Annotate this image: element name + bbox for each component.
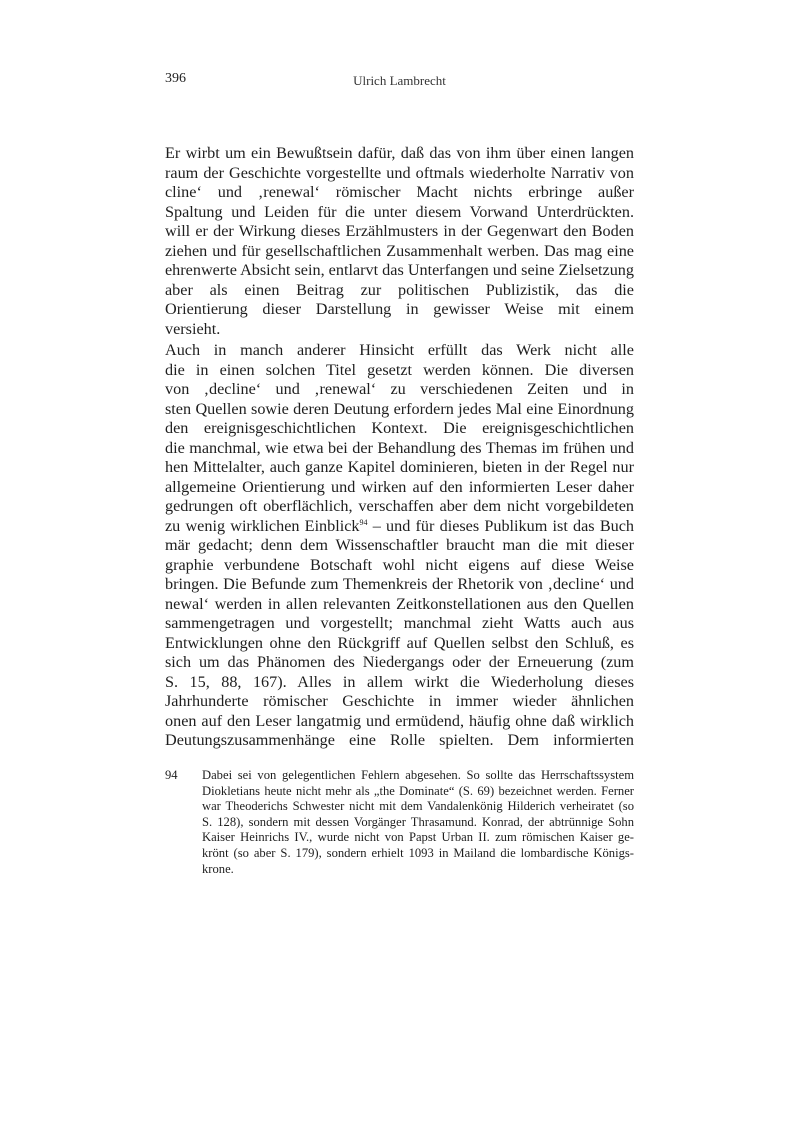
text-line: Kaiser Heinrichs IV., wurde nicht von Papst Urban II. zum römischen Kaiser ge- — [202, 830, 634, 845]
text-segment: – und für dieses Publikum ist das Buch — [372, 516, 634, 535]
text-line: Entwicklungen ohne den Rückgriff auf Quellen selbst den Schluß, es — [165, 633, 634, 652]
text-line: raum der Geschichte vorgestellte und oftmals wiederholte Narrativ von — [165, 163, 634, 182]
text-line: ehrenwerte Absicht sein, entlarvt das Unterfangen und seine Zielsetzung — [165, 261, 634, 279]
text-line: gedrungen oft oberflächlich, verschaffen aber dem nicht vorgebildeten — [165, 497, 634, 515]
text-line: krönt (so aber S. 179), sondern erhielt 1093 in Mailand die lombardische Königs- — [202, 845, 634, 860]
text-line: Auch in manch anderer Hinsicht erfüllt das Werk nicht alle — [165, 341, 634, 359]
text-line: den ereignisgeschichtlichen Kontext. Die ereignisgeschichtlichen — [165, 419, 634, 437]
text-line: Dabei sei von gelegentlichen Fehlern abgesehen. So sollte das Herrschaftssystem — [202, 768, 634, 782]
running-head: Ulrich Lambrecht — [353, 73, 446, 88]
text-line: Deutungszusammenhänge eine Rolle spielten. Dem informierten — [165, 731, 634, 749]
text-line: aber als einen Beitrag zur politischen Publizistik, das die — [165, 280, 634, 299]
text-line-with-footnote-ref — [165, 517, 634, 537]
text-line: graphie verbundene Botschaft wohl nicht eigens auf diese Weise — [165, 555, 634, 574]
text-line: allgemeine Orientierung und wirken auf den informierten Leser daher — [165, 477, 634, 496]
text-line: sich um das Phänomen des Niedergangs oder der Erneuerung (zum — [165, 653, 634, 671]
text-line: sammengetragen und vorgestellt; manchmal zieht Watts auch aus — [165, 614, 634, 632]
paragraph-2 — [165, 341, 634, 751]
text-line: Orientierung dieser Darstellung in gewisser Weise mit einem — [165, 300, 634, 318]
text-line: S. 15, 88, 167). Alles in allem wirkt die Wiederholung dieses — [165, 672, 634, 691]
text-line: Er wirbt um ein Bewußtsein dafür, daß das von ihm über einen langen — [165, 144, 634, 162]
paragraph-1 — [165, 144, 634, 339]
text-line: will er der Wirkung dieses Erzählmusters in der Gegenwart den Boden — [165, 222, 634, 240]
text-line: Jahrhunderte römischer Geschichte in immer wieder ähnlichen — [165, 692, 634, 710]
page-number: 396 — [165, 71, 186, 86]
text-line: onen auf den Leser langatmig und ermüdend, häufig ohne daß wirklich — [165, 711, 634, 730]
text-line: die manchmal, wie etwa bei der Behandlung des Themas im frühen und — [165, 438, 634, 457]
text-line: newal‘ werden in allen relevanten Zeitkonstellationen aus den Quellen — [165, 594, 634, 613]
text-line: mär gedacht; denn dem Wissenschaftler braucht man die mit dieser — [165, 536, 634, 554]
footnote-text — [202, 768, 634, 877]
text-line: S. 128), sondern mit dessen Vorgänger Thrasamund. Konrad, der abtrünnige Sohn — [202, 814, 634, 829]
text-line: hen Mittelalter, auch ganze Kapitel dominieren, bieten in der Regel nur — [165, 458, 634, 476]
text-line: krone. — [202, 861, 234, 876]
text-line: die in einen solchen Titel gesetzt werden können. Die diversen — [165, 360, 634, 379]
text-line: ziehen und für gesellschaftlichen Zusammenhalt werben. Das mag eine — [165, 241, 634, 260]
text-line: von ‚decline‘ und ‚renewal‘ zu verschiedenen Zeiten und in — [165, 380, 634, 398]
footnote-reference[interactable]: 94 — [359, 517, 368, 527]
text-line: war Theoderichs Schwester nicht mit dem Vandalenkönig Hilderich verheiratet (so — [202, 799, 634, 814]
text-line: sten Quellen sowie deren Deutung erfordern jedes Mal eine Einordnung — [165, 399, 634, 418]
text-line: versieht. — [165, 319, 221, 338]
text-segment: zu wenig wirklichen Einblick — [165, 516, 360, 535]
text-line: Diokletians heute nicht mehr als „the Dominate“ (S. 69) bezeichnet werden. Ferner — [202, 783, 634, 798]
text-line: Spaltung und Leiden für die unter diesem Vorwand Unterdrückten. — [165, 202, 634, 221]
footnote-number: 94 — [165, 768, 178, 782]
text-line: cline‘ und ‚renewal‘ römischer Macht nichts erbringe außer — [165, 183, 634, 201]
text-line: bringen. Die Befunde zum Themenkreis der Rhetorik von ‚decline‘ und — [165, 575, 634, 593]
